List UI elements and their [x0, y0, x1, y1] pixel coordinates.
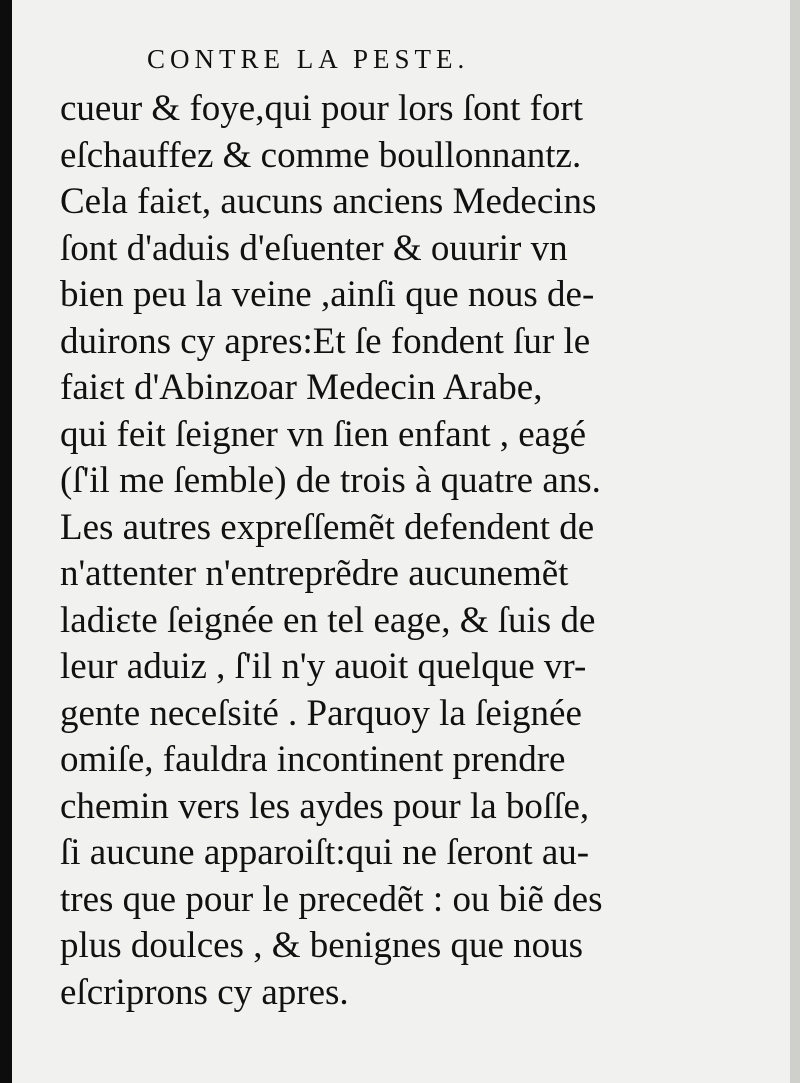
text-line: cueur & foye,qui pour lors ſont fort	[60, 88, 584, 129]
text-line: ſont d'aduis d'eſuenter & ouurir vn	[60, 227, 568, 269]
text-line: eſchauffez & comme boullonnantz.	[60, 134, 582, 176]
text-line: gente neceſsité . Parquoy la ſeignée	[60, 692, 582, 734]
running-header: CONTRE LA PESTE.	[147, 44, 470, 74]
text-line: Cela faiɛt, aucuns anciens Medecins	[60, 181, 597, 222]
right-page-edge	[790, 0, 800, 1083]
text-line: Les autres expreſſemẽt defendent de	[60, 506, 595, 548]
text-line: faiɛt d'Abinzoar Medecin Arabe,	[60, 367, 543, 408]
left-page-edge	[0, 0, 12, 1083]
text-line: omiſe, fauldra incontinent prendre	[60, 739, 566, 780]
text-line: bien peu la veine ,ainſi que nous de-	[60, 274, 595, 315]
body-text	[60, 86, 740, 1016]
text-line: ladiɛte ſeignée en tel eage, & ſuis de	[60, 599, 596, 641]
text-line: plus doulces , & benignes que nous	[60, 925, 584, 966]
text-line: eſcriprons cy apres.	[60, 971, 349, 1013]
text-line: tres que pour le precedẽt : ou biẽ des	[60, 878, 603, 920]
text-line: (ſ'il me ſemble) de trois à quatre ans.	[60, 460, 601, 501]
book-page	[12, 0, 790, 1083]
text-line: n'attenter n'entreprẽdre aucunemẽt	[60, 553, 569, 594]
text-line: duirons cy apres:Et ſe fondent ſur le	[60, 320, 591, 362]
text-line: chemin vers les aydes pour la boſſe,	[60, 785, 590, 827]
text-line: leur aduiz , ſ'il n'y auoit quelque vr-	[60, 646, 587, 687]
text-line: ſi aucune apparoiſt:qui ne ſeront au-	[60, 832, 590, 873]
text-line: qui feit ſeigner vn ſien enfant , eagé	[60, 413, 587, 455]
